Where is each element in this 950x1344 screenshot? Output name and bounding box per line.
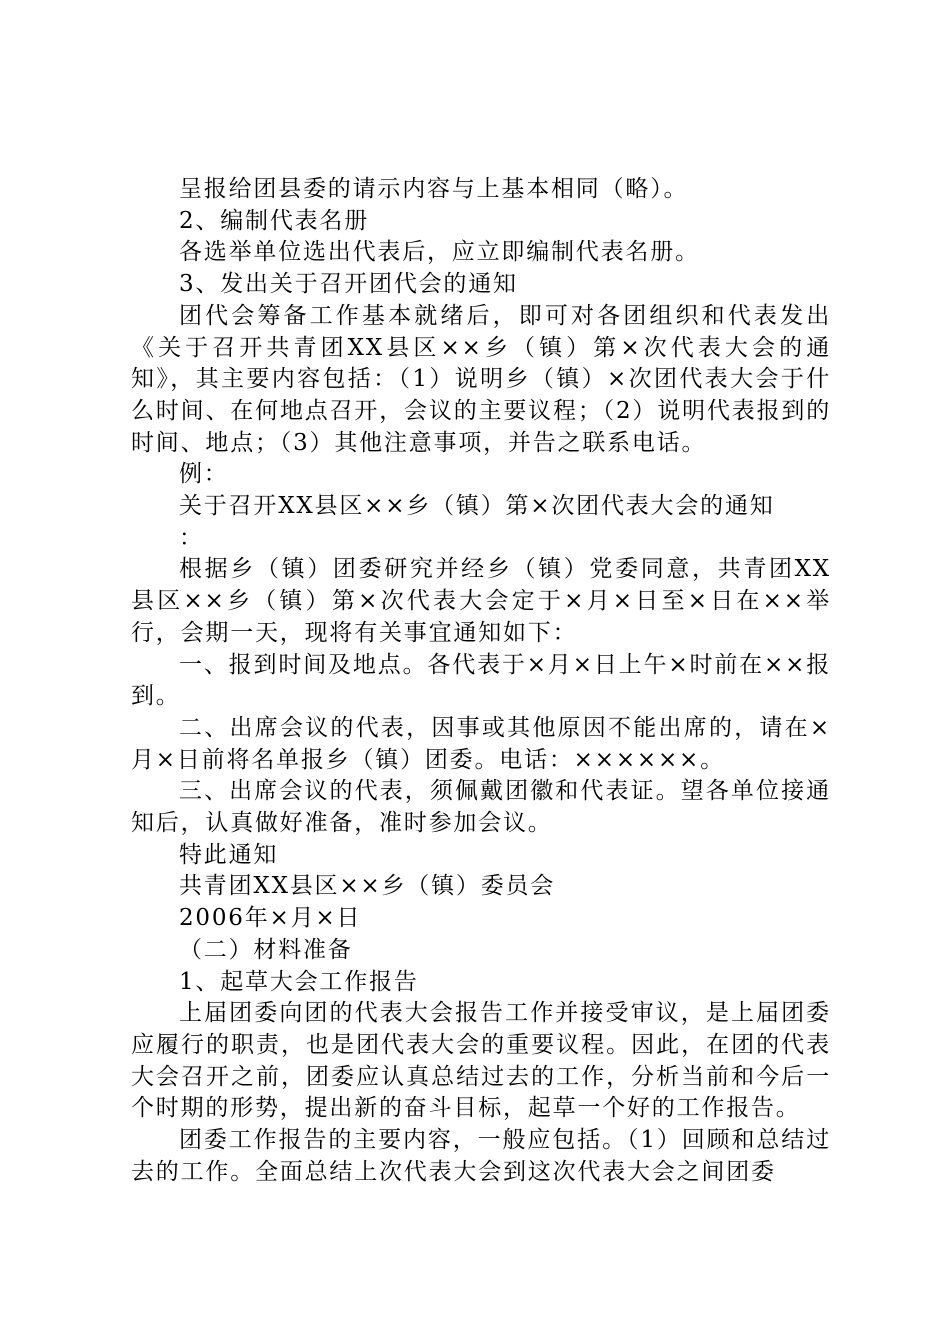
notice-title: 关于召开XX县区××乡（镇）第×次团代表大会的通知 [179, 493, 775, 520]
paragraph: 三、出席会议的代表，须佩戴团徽和代表证。望各单位接通知后，认真做好准备，准时参加会议。 [131, 778, 831, 837]
paragraph: 上届团委向团的代表大会报告工作并接受审议，是上届团委应履行的职责，也是团代表大会的重要议程。因此，在团的代表大会召开之前，团委应认真总结过去的工作，分析当前和今后一个时期的形势，提出新的奋斗目标，起草一个好的工作报告。 [131, 1000, 831, 1122]
paragraph: 二、出席会议的代表，因事或其他原因不能出席的，请在×月×日前将名单报乡（镇）团委。电话：××××××。 [131, 714, 831, 773]
notice-date: 2006年×月×日 [179, 905, 362, 932]
paragraph: 各选举单位选出代表后，应立即编制代表名册。 [179, 239, 700, 266]
paragraph: 团委工作报告的主要内容，一般应包括。（1）回顾和总结过去的工作。全面总结上次代表大会到这次代表大会之间团委 [131, 1127, 831, 1185]
notice-signature: 共青团XX县区××乡（镇）委员会 [179, 873, 556, 900]
paragraph: 呈报给团县委的请示内容与上基本相同（略）。 [179, 176, 689, 202]
paragraph: 团代会筹备工作基本就绪后，即可对各团组织和代表发出《关于召开共青团XX县区××乡（镇）第×次代表大会的通知》，其主要内容包括：（1）说明乡（镇）×次团代表大会于什么时间、在何地点召开，会议的主要议程；（2）说明代表报到的时间、地点；（3）其他注意事项，并告之联系电话。 [131, 302, 831, 456]
section-heading: 2、编制代表名册 [179, 207, 370, 234]
section-heading: 3、发出关于召开团代会的通知 [179, 271, 518, 298]
paragraph: 根据乡（镇）团委研究并经乡（镇）党委同意，共青团XX县区××乡（镇）第×次代表大会定于×月×日至×日在××举行，会期一天，现将有关事宜通知如下： [131, 556, 831, 646]
notice-closing: 特此通知 [179, 841, 279, 868]
example-label: 例： [179, 461, 229, 488]
notice-salutation: ： [179, 524, 204, 551]
paragraph: 一、报到时间及地点。各代表于×月×日上午×时前在××报到。 [131, 651, 831, 710]
section-heading: 1、起草大会工作报告 [179, 968, 419, 995]
document-body [131, 174, 831, 1189]
section-heading: （二）材料准备 [179, 936, 353, 963]
